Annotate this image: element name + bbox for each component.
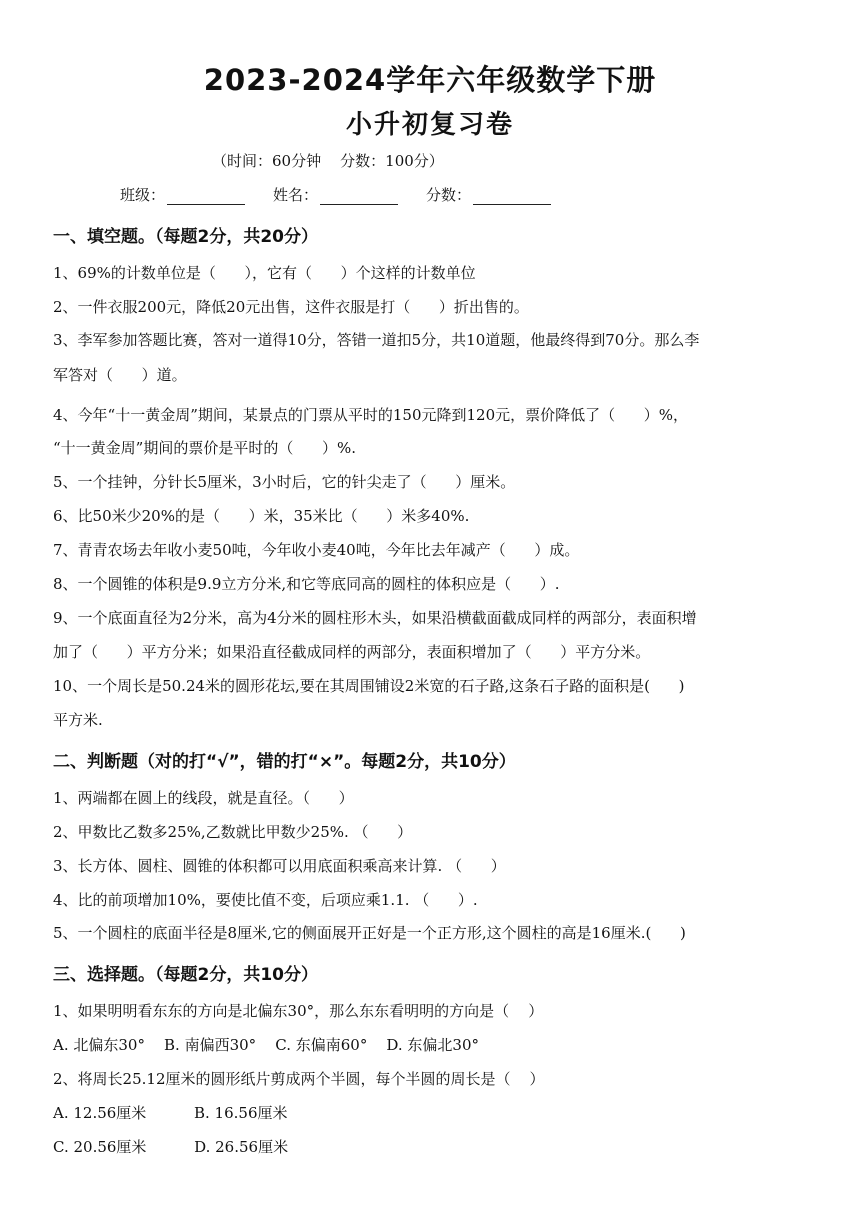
question-line: 2、甲数比乙数多25%,乙数就比甲数少25%. （ ）	[53, 823, 413, 841]
question-line: 6、比50米少20%的是（ ）米，35米比（ ）米多40%.	[53, 507, 470, 525]
score-blank[interactable]	[473, 188, 551, 205]
score-label: 分数：	[426, 186, 472, 204]
question-line: 1、69%的计数单位是（ ），它有（ ）个这样的计数单位	[53, 264, 476, 282]
question-line: 4、今年“十一黄金周”期间，某景点的门票从平时的150元降到120元，票价降低了（ ）%，	[53, 406, 689, 424]
question-line: 4、比的前项增加10%，要使比值不变，后项应乘1.1. （ ）.	[53, 891, 478, 909]
question-line: 2、将周长25.12厘米的圆形纸片剪成两个半圆，每个半圆的周长是（ ）	[53, 1070, 545, 1088]
question-line: 2、一件衣服200元，降低20元出售，这件衣服是打（ ）折出售的。	[53, 298, 529, 316]
name-label: 姓名：	[273, 186, 319, 204]
choice-line: C. 20.56厘米 D. 26.56厘米	[53, 1138, 289, 1156]
question-line: 1、如果明明看东东的方向是北偏东30°，那么东东看明明的方向是（ ）	[53, 1002, 544, 1020]
question-line: “十一黄金周”期间的票价是平时的（ ）%.	[53, 439, 356, 457]
question-line: 军答对（ ）道。	[53, 366, 187, 384]
page-subtitle: 小升初复习卷	[345, 110, 514, 140]
question-line: 5、一个挂钟，分针长5厘米，3小时后，它的针尖走了（ ）厘米。	[53, 473, 516, 491]
class-field	[120, 184, 245, 205]
exam-info: （时间：60分钟 分数：100分）	[212, 152, 444, 170]
section-heading-fill-blank: 一、填空题。（每题2分，共20分）	[53, 227, 318, 247]
class-label: 班级：	[120, 186, 166, 204]
question-line: 5、一个圆柱的底面半径是8厘米,它的侧面展开正好是一个正方形,这个圆柱的高是16厘米.( )	[53, 924, 686, 942]
question-line: 7、青青农场去年收小麦50吨，今年收小麦40吨，今年比去年减产（ ）成。	[53, 541, 580, 559]
question-line: 平方米.	[53, 711, 103, 729]
question-line: 3、长方体、圆柱、圆锥的体积都可以用底面积乘高来计算. （ ）	[53, 857, 506, 875]
name-field	[273, 184, 398, 205]
page-title: 2023-2024学年六年级数学下册	[203, 63, 657, 97]
section-heading-true-false: 二、判断题（对的打“√”，错的打“×”。每题2分，共10分）	[53, 752, 516, 772]
question-line: 1、两端都在圆上的线段，就是直径。（ ）	[53, 789, 354, 807]
question-line: 3、李军参加答题比赛，答对一道得10分，答错一道扣5分，共10道题，他最终得到70分。那么李	[53, 331, 700, 349]
name-blank[interactable]	[320, 188, 398, 205]
question-line: 10、一个周长是50.24米的圆形花坛,要在其周围铺设2米宽的石子路,这条石子路的面积是( )	[53, 677, 685, 695]
class-blank[interactable]	[167, 188, 245, 205]
score-field	[426, 184, 551, 205]
question-line: 8、一个圆锥的体积是9.9立方分米,和它等底同高的圆柱的体积应是（ ）.	[53, 575, 560, 593]
question-line: 加了（ ）平方分米；如果沿直径截成同样的两部分，表面积增加了（ ）平方分米。	[53, 643, 651, 661]
choice-line: A. 12.56厘米 B. 16.56厘米	[53, 1104, 288, 1122]
student-info-fields	[120, 184, 551, 205]
question-line: 9、一个底面直径为2分米，高为4分米的圆柱形木头，如果沿横截面截成同样的两部分，表面积增	[53, 609, 697, 627]
section-heading-multiple-choice: 三、选择题。（每题2分，共10分）	[53, 965, 318, 985]
choice-line: A. 北偏东30° B. 南偏西30° C. 东偏南60° D. 东偏北30°	[53, 1036, 479, 1054]
